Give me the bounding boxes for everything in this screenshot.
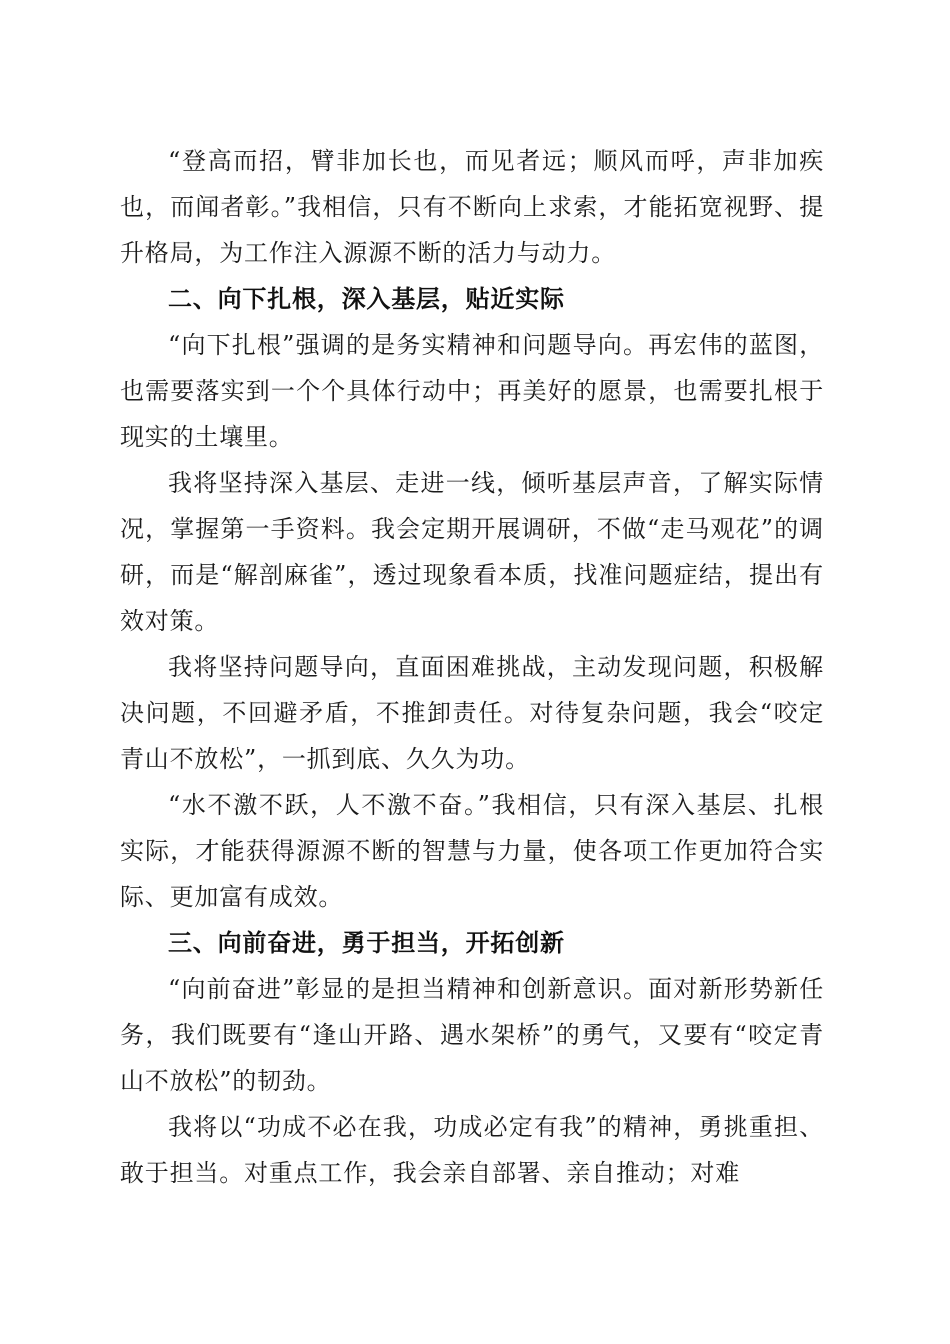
paragraph: 我将坚持问题导向，直面困难挑战，主动发现问题，积极解决问题，不回避矛盾，不推卸责任。对待复杂问题，我会“咬定青山不放松”，一抓到底、久久为功。: [120, 653, 824, 773]
document-body: [120, 138, 824, 1196]
paragraph: 我将以“功成不必在我，功成必定有我”的精神，勇挑重担、敢于担当。对重点工作，我会亲自部署、亲自推动；对难: [120, 1113, 824, 1187]
paragraph: “向下扎根”强调的是务实精神和问题导向。再宏伟的蓝图，也需要落实到一个个具体行动中；再美好的愿景，也需要扎根于现实的土壤里。: [120, 331, 824, 451]
section-heading: 二、向下扎根，深入基层，贴近实际: [168, 285, 565, 313]
paragraph: “向前奋进”彰显的是担当精神和创新意识。面对新形势新任务，我们既要有“逢山开路、遇水架桥”的勇气，又要有“咬定青山不放松”的韧劲。: [120, 975, 824, 1095]
paragraph: 我将坚持深入基层、走进一线，倾听基层声音，了解实际情况，掌握第一手资料。我会定期开展调研，不做“走马观花”的调研，而是“解剖麻雀”，透过现象看本质，找准问题症结，提出有效对策。: [120, 469, 824, 635]
section-heading: 三、向前奋进，勇于担当，开拓创新: [168, 929, 565, 957]
paragraph: “水不激不跃，人不激不奋。”我相信，只有深入基层、扎根实际，才能获得源源不断的智慧与力量，使各项工作更加符合实际、更加富有成效。: [120, 791, 824, 911]
paragraph: “登高而招，臂非加长也，而见者远；顺风而呼，声非加疾也，而闻者彰。”我相信，只有不断向上求索，才能拓宽视野、提升格局，为工作注入源源不断的活力与动力。: [120, 147, 824, 267]
